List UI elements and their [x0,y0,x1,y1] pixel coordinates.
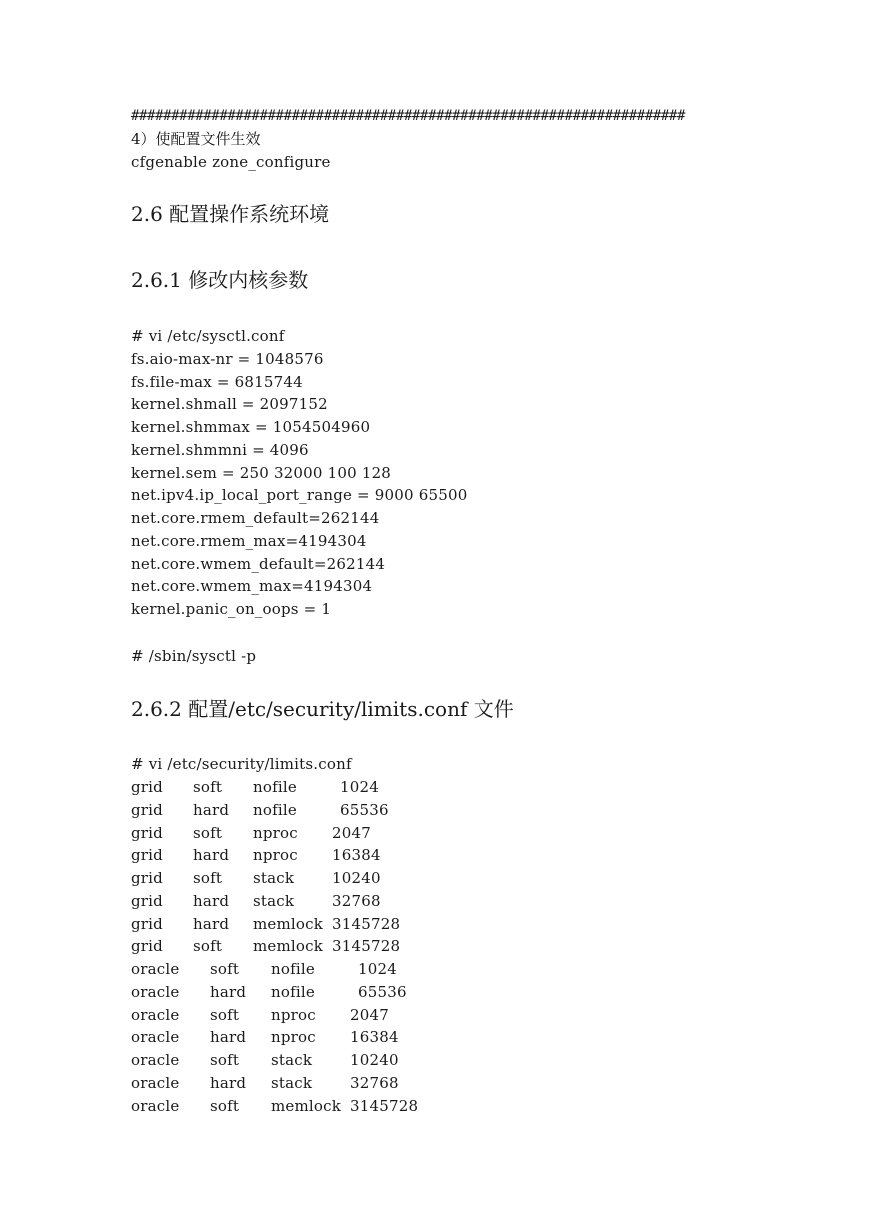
limits-type: soft [210,1006,240,1024]
limits-item: nproc [271,1028,316,1046]
limits-value: 10240 [350,1051,399,1069]
limits-type: soft [210,1051,240,1069]
limits-item: memlock [271,1097,342,1115]
limits-item: stack [253,892,295,910]
limits-value: 65536 [358,983,407,1001]
limits-domain: grid [131,869,163,887]
step4-command: cfgenable zone_configure [131,153,331,171]
limits-type: soft [210,960,240,978]
limits-value: 16384 [350,1028,399,1046]
limits-domain: grid [131,937,163,955]
sysctl-line: net.core.wmem_max=4194304 [131,577,373,595]
limits-value: 2047 [332,824,371,842]
limits-item: nproc [271,1006,316,1024]
limits-domain: oracle [131,983,180,1001]
sysctl-line: net.core.rmem_default=262144 [131,509,380,527]
limits-value: 1024 [340,778,379,796]
section-2-6-2-title: 2.6.2 配置/etc/security/limits.conf 文件 [131,697,514,721]
limits-value: 3145728 [350,1097,419,1115]
limits-type: hard [193,846,230,864]
limits-item: memlock [253,937,324,955]
limits-type: hard [210,1028,247,1046]
step4-label: 4）使配置文件生效 [131,130,261,148]
sysctl-line: kernel.shmmni = 4096 [131,441,309,459]
limits-value: 16384 [332,846,381,864]
limits-item: stack [271,1051,313,1069]
limits-value: 32768 [350,1074,399,1092]
limits-domain: grid [131,824,163,842]
limits-type: hard [193,915,230,933]
limits-item: nofile [253,801,297,819]
limits-item: nofile [253,778,297,796]
limits-value: 10240 [332,869,381,887]
limits-edit-command: # vi /etc/security/limits.conf [131,755,352,773]
sysctl-line: kernel.shmmax = 1054504960 [131,418,371,436]
limits-type: soft [210,1097,240,1115]
limits-value: 32768 [332,892,381,910]
sysctl-line: kernel.panic_on_oops = 1 [131,600,332,618]
separator-line: ##################################################################### [131,108,685,124]
limits-domain: grid [131,778,163,796]
limits-domain: oracle [131,1051,180,1069]
limits-type: soft [193,778,223,796]
limits-domain: grid [131,915,163,933]
limits-item: nofile [271,983,315,1001]
limits-type: hard [193,892,230,910]
limits-domain: grid [131,846,163,864]
limits-domain: grid [131,892,163,910]
sysctl-line: fs.file-max = 6815744 [131,373,303,391]
limits-value: 3145728 [332,937,401,955]
sysctl-line: net.ipv4.ip_local_port_range = 9000 65500 [131,486,468,504]
limits-domain: oracle [131,960,180,978]
sysctl-line: kernel.shmall = 2097152 [131,395,328,413]
limits-type: soft [193,824,223,842]
sysctl-apply-command: # /sbin/sysctl -p [131,647,257,665]
sysctl-line: fs.aio-max-nr = 1048576 [131,350,324,368]
limits-type: hard [193,801,230,819]
limits-domain: oracle [131,1074,180,1092]
limits-type: hard [210,983,247,1001]
limits-item: nproc [253,824,298,842]
limits-type: hard [210,1074,247,1092]
limits-item: stack [253,869,295,887]
limits-item: memlock [253,915,324,933]
limits-domain: oracle [131,1006,180,1024]
limits-item: stack [271,1074,313,1092]
limits-type: soft [193,937,223,955]
section-2-6-1-title: 2.6.1 修改内核参数 [131,268,309,292]
sysctl-line: kernel.sem = 250 32000 100 128 [131,464,392,482]
limits-item: nproc [253,846,298,864]
limits-item: nofile [271,960,315,978]
limits-domain: oracle [131,1028,180,1046]
limits-value: 2047 [350,1006,389,1024]
limits-value: 65536 [340,801,389,819]
limits-type: soft [193,869,223,887]
sysctl-line: # vi /etc/sysctl.conf [131,327,285,345]
sysctl-line: net.core.wmem_default=262144 [131,555,386,573]
section-2-6-title: 2.6 配置操作系统环境 [131,202,330,226]
limits-value: 3145728 [332,915,401,933]
sysctl-line: net.core.rmem_max=4194304 [131,532,367,550]
limits-value: 1024 [358,960,397,978]
limits-domain: oracle [131,1097,180,1115]
limits-domain: grid [131,801,163,819]
